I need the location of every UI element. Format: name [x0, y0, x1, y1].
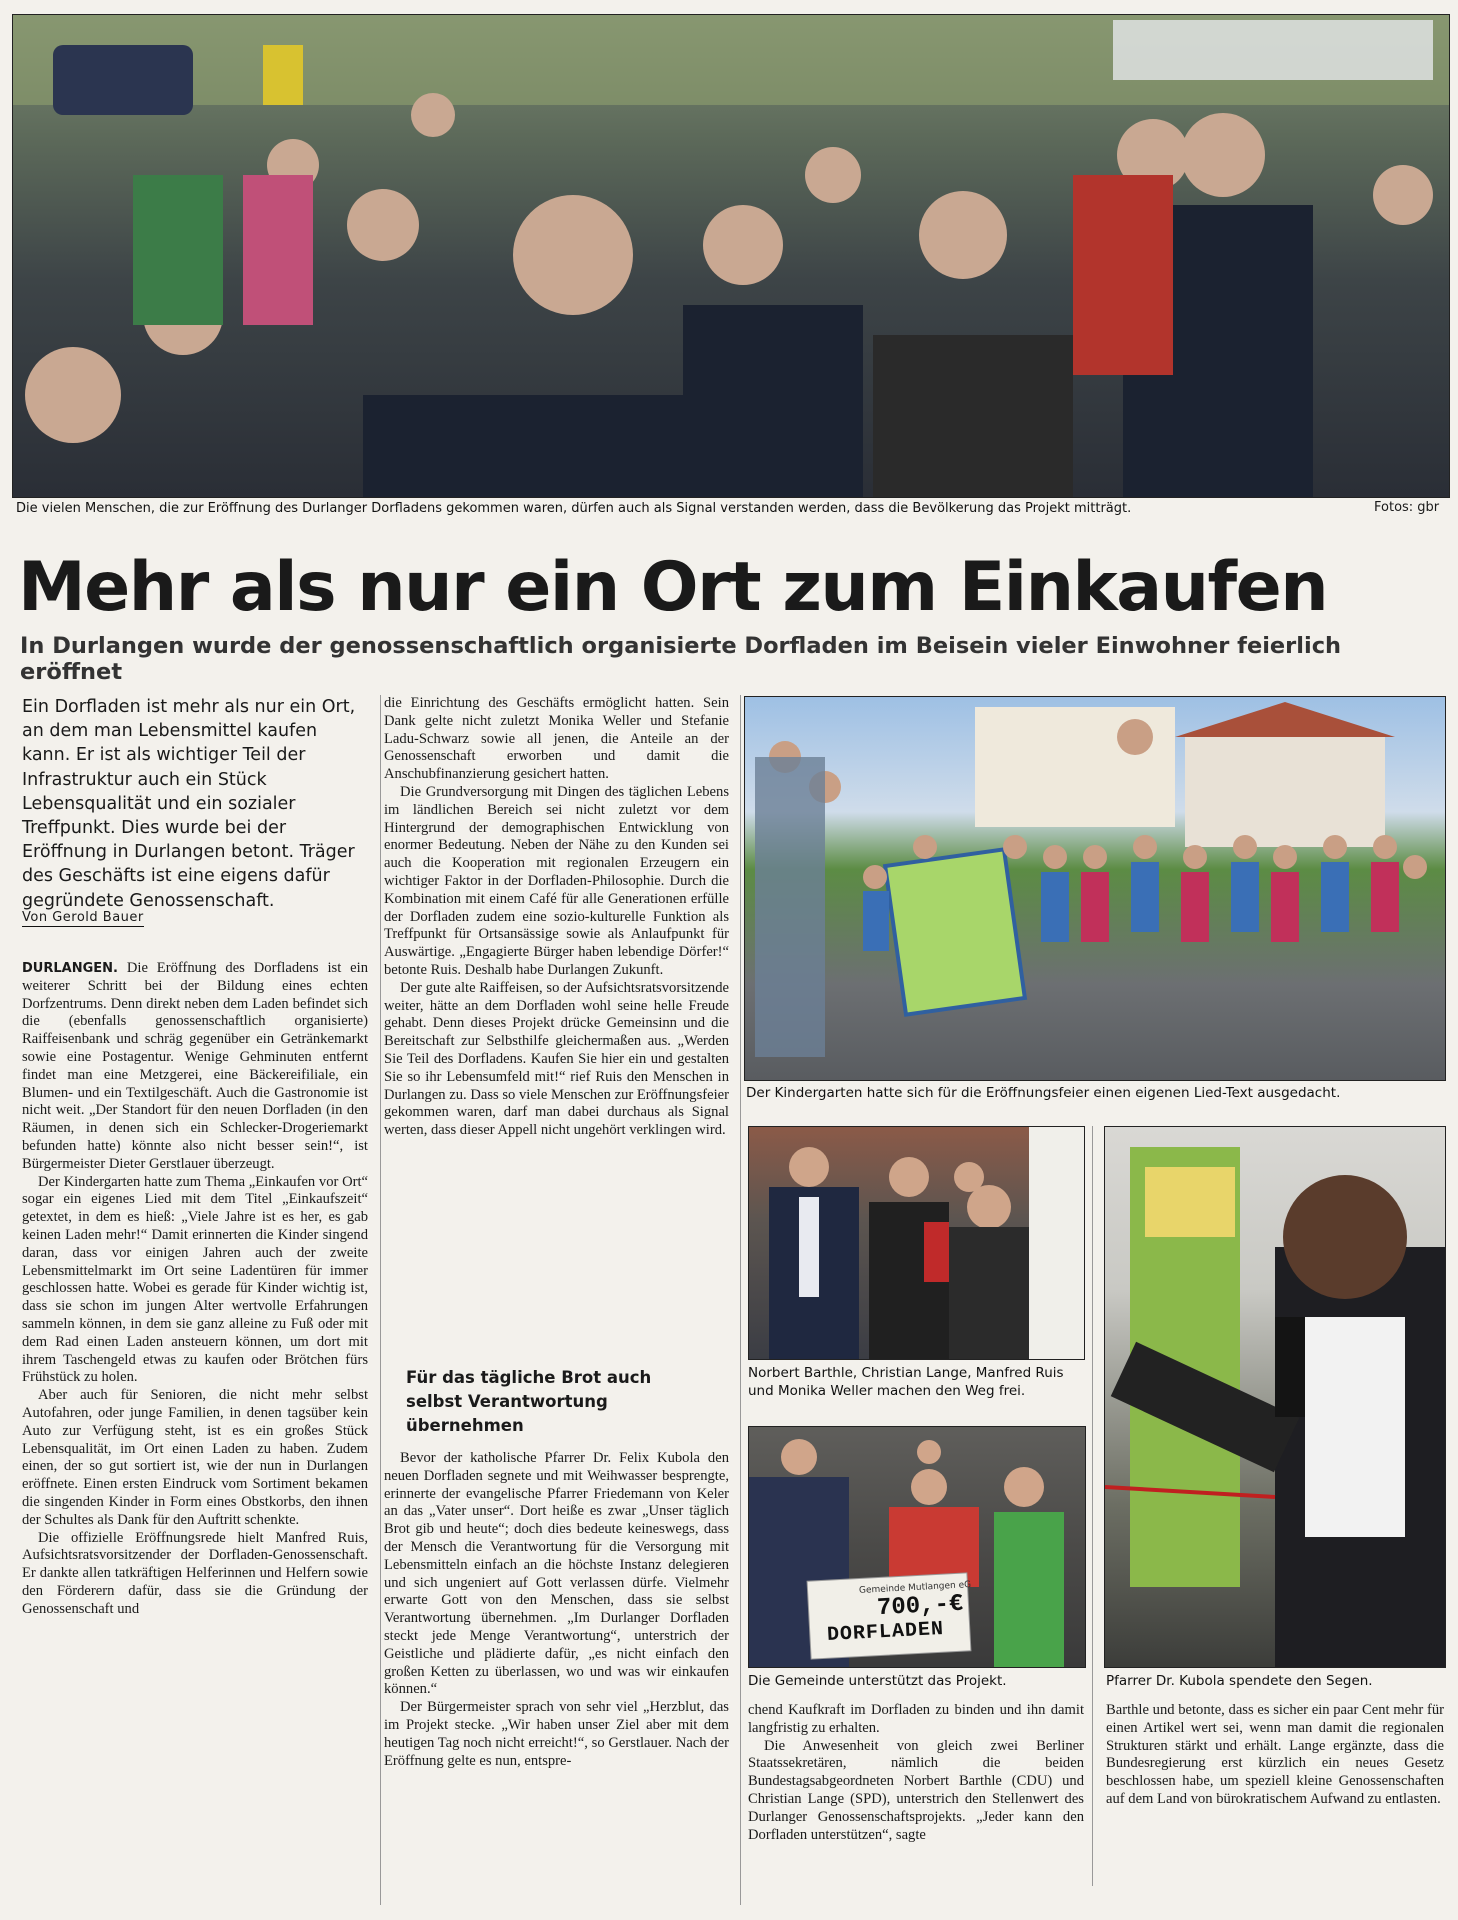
- check-small-text: Gemeinde Mutlangen eG: [858, 1580, 972, 1596]
- paragraph: DURLANGEN. Die Eröffnung des Dorfladens ist ein weiterer Schritt bei der Bildung eines echten Dorfzentrums. Denn direkt neben dem Laden befindet sich die (ebenfalls genossenschaftlich organisierte) Raiffeisenbank und schräg gegenüber ein Getränkemarkt sowie eine Postagentur. Wenige Gehminuten entfernt findet man eine Metzgerei, eine Bäckereifiliale, ein Blumen- und ein Textilgeschäft. Auch die Gastronomie ist nicht weit. „Der Standort für den neuen Dorfladen (in den Räumen, in denen sich ein Schlecker-Drogeriemarkt befunden hatte) könnte also nicht besser sein!“, ist Bürgermeister Dieter Gerstlauer überzeugt.: [22, 960, 368, 1172]
- paragraph: Barthle und betonte, dass es sicher ein paar Cent mehr für einen Artikel wert sei, wenn man damit die regionalen Strukturen stärkt und erhält. Lange ergänzte, dass die Bundesregierung erst kürzlich ein neues Gesetz beschlossen habe, um speziell kleine Genossenschaften auf dem Land von bürokratischem Aufwand zu entlasten.: [1106, 1702, 1444, 1807]
- paragraph: Bevor der katholische Pfarrer Dr. Felix Kubola den neuen Dorfladen segnete und mit Weihwasser besprengte, erinnerte der evangelische Pfarrer Friedemann von Keler an das „Vater unser“. Dort heiße es zwar „Unser täglich Brot gib und heute“; doch dies bedeute keineswegs, dass der Mensch die Verantwortung für die Versorgung mit Lebensmitteln einfach an die höchste Instanz delegieren und sich ungeniert auf Gott verlassen dürfe. Vielmehr erwarte Gott von den Menschen, dass sie selbst Verantwortung übernehmen. „Im Durlanger Dorfladen steckt jede Menge Verantwortung“, unterstrich der Geistliche und plädierte dafür, „es nicht einfach den großen Ketten zu überlassen, wo und was wir einkaufen können.“: [384, 1450, 729, 1698]
- dateline: DURLANGEN.: [22, 961, 118, 976]
- paragraph: Die Grundversorgung mit Dingen des täglichen Lebens im ländlichen Bereich sei nicht zuletzt vor dem Hintergrund der demographischen Entwicklung von enormer Bedeutung. Neben der Nähe zu den Kunden sei auch die Kooperation mit regionalen Erzeugern ein wichtiger Faktor in der Dorfladen-Philosophie. Durch die Kombination mit einem Café für alle Generationen erfülle der Dorfladen zudem eine sozio-kulturelle Funktion als Treffpunkt für Ortsansässige sowie als Anlaufpunkt für Auswärtige. „Engagierte Bürger haben lebendige Dörfer!“ betonte Ruis. Deshalb habe Durlangen Zukunft.: [384, 783, 729, 978]
- article-column-2-top: [384, 695, 729, 1140]
- top-photo-caption: Die vielen Menschen, die zur Eröffnung des Durlanger Dorfladens gekommen waren, dürfen auch als Signal verstanden werden, dass die Bevölkerung das Projekt mitträgt.: [16, 501, 1132, 516]
- paragraph: die Einrichtung des Geschäfts ermöglicht hatten. Sein Dank gelte nicht zuletzt Monika Weller und Stefanie Ladu-Schwarz sowie all jenen, die Anteile an der Genossenschaft erworben und damit die Anschubfinanzierung gesichert hatten.: [384, 695, 729, 783]
- section-subhead: Für das tägliche Brot auch selbst Verantwortung übernehmen: [406, 1368, 652, 1435]
- paragraph: Die offizielle Eröffnungsrede hielt Manfred Ruis, Aufsichtsratsvorsitzender der Dorfladen-Genossenschaft. Er dankte allen tatkräftigen Helferinnen und Helfern sowie den Förderern dafür, dass sie die Gründung der Genossenschaft und: [22, 1529, 368, 1617]
- column-rule: [740, 695, 741, 1905]
- paragraph: Der gute alte Raiffeisen, so der Aufsichtsratsvorsitzende weiter, hätte an dem Dorfladen wohl seine helle Freude gehabt. Denn dieses Projekt drücke Gemeinsinn und die Bereitschaft zur Selbsthilfe gleichermaßen aus. „Werden Sie Teil des Dorfladens. Kaufen Sie hier ein und gestalten Sie so ihr Lebensumfeld mit!“ rief Ruis den Menschen in Durlangen zu. Dass so viele Menschen zur Eröffnungsfeier gekommen waren, darf man dabei durchaus als Signal werten, dass dieser Appell nicht ungehört verklingen wird.: [384, 979, 730, 1139]
- article-column-4: [1106, 1702, 1444, 1809]
- paragraph: Der Bürgermeister sprach von sehr viel „Herzblut, das im Projekt stecke. „Wir haben unser Ziel aber mit dem heutigen Tag noch nicht erreicht!“, so Gerstlauer. Nach der Eröffnung gelte es nun, entspre-: [384, 1699, 729, 1769]
- check-amount: 700,-€: [876, 1590, 965, 1623]
- top-photo-crowd: [12, 14, 1450, 498]
- column-rule: [380, 695, 381, 1905]
- check-text: DORFLADEN: [826, 1617, 945, 1648]
- ribbon-caption: Norbert Barthle, Christian Lange, Manfred Ruis und Monika Weller machen den Weg frei.: [748, 1365, 1064, 1399]
- kindergarten-photo: [744, 696, 1446, 1081]
- article-column-3: [748, 1702, 1084, 1844]
- priest-blessing-photo: [1104, 1126, 1446, 1668]
- headline: Mehr als nur ein Ort zum Einkaufen: [18, 548, 1328, 627]
- paragraph: Der Kindergarten hatte zum Thema „Einkaufen vor Ort“ sogar ein eigenes Lied mit dem Titel „Einkaufszeit“ getextet, in dem es hieß: „Viele Jahre ist es her, es gab keinen Laden mehr!“ Damit erinnerten die Kinder singend daran, dass vor einigen Jahren auch der zweite Lebensmittelmarkt im Ort seine Ladentüren für immer geschlossen hatte. Wobei es gerade für Kinder wichtig ist, dass sie schon im jungen Alter wertvolle Erfahrungen sammeln können, in dem sie ganz alleine zu Fuß oder mit dem Rad einen Laden ansteuern können, um dort mit ihrem Taschengeld etwas zu kaufen oder Brötchen fürs Frühstück zu holen.: [22, 1173, 368, 1386]
- lead-paragraph: Ein Dorfladen ist mehr als nur ein Ort, an dem man Lebensmittel kaufen kann. Er ist als wichtiger Teil der Infrastruktur auch ein Stück Lebensqualität und ein sozialer Treffpunkt. Dies wurde bei der Eröffnung in Durlangen betont. Träger des Geschäfts ist eine eigens dafür gegründete Genossenschaft.: [22, 697, 356, 911]
- subheadline: In Durlangen wurde der genossenschaftlich organisierte Dorfladen im Beisein vieler Einwohner feierlich eröffnet: [20, 633, 1342, 685]
- byline: Von Gerold Bauer: [22, 910, 144, 925]
- paragraph: Aber auch für Senioren, die nicht mehr selbst Autofahren, oder junge Familien, in denen tagsüber kein Auto zur Verfügung steht, ist es ein großes Stück Lebensqualität, im Ort einen Laden zu haben. Zudem einen, der so gut sortiert ist, wie der nun in Durlangen eröffnete. Einen ersten Eindruck vom Sortiment bekamen die singenden Kinder in Form eines Obstkorbs, den ihnen der Schultes als Dank für den Auftritt schenkte.: [22, 1387, 368, 1528]
- article-column-1: [22, 960, 368, 1618]
- check-handover-photo: [748, 1426, 1086, 1668]
- priest-caption: Pfarrer Dr. Kubola spendete den Segen.: [1106, 1673, 1373, 1689]
- photo-credit: Fotos: gbr: [1374, 500, 1440, 515]
- photo-rule: [1092, 1126, 1093, 1886]
- article-column-2-bottom: [384, 1450, 729, 1770]
- check-caption: Die Gemeinde unterstützt das Projekt.: [748, 1673, 1007, 1689]
- paragraph: chend Kaufkraft im Dorfladen zu binden und ihn damit langfristig zu erhalten.: [748, 1702, 1084, 1736]
- ribbon-cutting-photo: [748, 1126, 1085, 1360]
- kindergarten-caption: Der Kindergarten hatte sich für die Eröffnungsfeier einen eigenen Lied-Text ausgedacht.: [746, 1085, 1341, 1101]
- paragraph: Die Anwesenheit von gleich zwei Berliner Staatssekretären, nämlich die beiden Bundestagsabgeordneten Norbert Barthle (CDU) und Christian Lange (SPD), unterstrich den Stellenwert des Durlanger Genossenschaftsprojekts. „Jeder kann den Dorfladen unterstützen“, sagte: [748, 1737, 1084, 1843]
